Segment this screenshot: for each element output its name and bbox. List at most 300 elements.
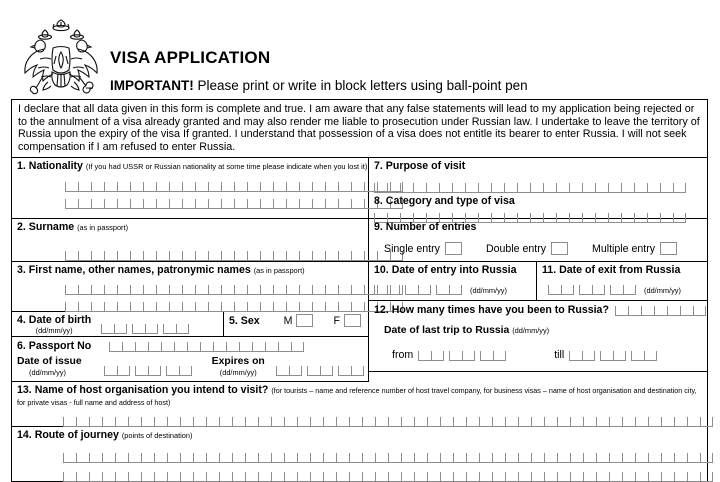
field-5-female-checkbox[interactable]	[344, 314, 361, 327]
field-4-date-input[interactable]	[101, 321, 189, 334]
comb-character-cell[interactable]	[351, 182, 364, 191]
comb-character-cell[interactable]	[582, 351, 595, 360]
comb-character-cell[interactable]	[635, 417, 648, 426]
comb-character-cell[interactable]	[388, 417, 401, 426]
comb-character-cell[interactable]	[338, 199, 351, 208]
comb-character-cell[interactable]	[440, 453, 453, 462]
field-1-input-line-2[interactable]	[17, 196, 364, 209]
comb-character-cell[interactable]	[63, 472, 76, 481]
comb-character-cell[interactable]	[232, 453, 245, 462]
comb-character-cell[interactable]	[284, 472, 297, 481]
comb-character-cell[interactable]	[439, 183, 452, 192]
comb-character-cell[interactable]	[104, 285, 117, 294]
field-11-date-input[interactable]	[548, 282, 636, 295]
comb-character-cell[interactable]	[278, 342, 291, 351]
field-6-passport-input[interactable]	[109, 339, 304, 352]
comb-character-cell[interactable]	[115, 417, 128, 426]
comb-character-cell[interactable]	[647, 183, 660, 192]
comb-character-cell[interactable]	[156, 251, 169, 260]
comb-character-cell[interactable]	[544, 417, 557, 426]
comb-character-cell[interactable]	[648, 417, 661, 426]
comb-character-cell[interactable]	[130, 285, 143, 294]
comb-character-cell[interactable]	[89, 472, 102, 481]
comb-character-cell[interactable]	[557, 453, 570, 462]
comb-character-cell[interactable]	[479, 417, 492, 426]
comb-character-cell[interactable]	[78, 251, 91, 260]
comb-character-cell[interactable]	[431, 351, 444, 360]
comb-character-cell[interactable]	[221, 251, 234, 260]
comb-character-cell[interactable]	[299, 199, 312, 208]
comb-character-cell[interactable]	[132, 324, 145, 333]
comb-character-cell[interactable]	[286, 285, 299, 294]
comb-character-cell[interactable]	[284, 417, 297, 426]
comb-character-cell[interactable]	[480, 351, 493, 360]
comb-character-cell[interactable]	[180, 472, 193, 481]
comb-character-cell[interactable]	[338, 366, 351, 375]
comb-character-cell[interactable]	[65, 199, 78, 208]
comb-character-cell[interactable]	[436, 285, 449, 294]
comb-character-cell[interactable]	[479, 472, 492, 481]
field-12-from-date-input[interactable]	[418, 348, 506, 361]
comb-character-cell[interactable]	[245, 417, 258, 426]
comb-character-cell[interactable]	[323, 417, 336, 426]
comb-character-cell[interactable]	[364, 285, 377, 294]
comb-character-cell[interactable]	[667, 306, 680, 315]
field-3-input-line-2[interactable]	[17, 299, 364, 312]
comb-character-cell[interactable]	[232, 472, 245, 481]
comb-character-cell[interactable]	[569, 183, 582, 192]
comb-character-cell[interactable]	[102, 472, 115, 481]
comb-character-cell[interactable]	[687, 472, 700, 481]
comb-character-cell[interactable]	[154, 453, 167, 462]
comb-character-cell[interactable]	[182, 251, 195, 260]
comb-character-cell[interactable]	[208, 302, 221, 311]
comb-character-cell[interactable]	[193, 472, 206, 481]
comb-character-cell[interactable]	[325, 302, 338, 311]
comb-character-cell[interactable]	[427, 417, 440, 426]
comb-character-cell[interactable]	[349, 453, 362, 462]
comb-character-cell[interactable]	[65, 251, 78, 260]
comb-character-cell[interactable]	[260, 285, 273, 294]
comb-character-cell[interactable]	[623, 285, 636, 294]
comb-character-cell[interactable]	[418, 351, 431, 360]
comb-character-cell[interactable]	[648, 453, 661, 462]
comb-character-cell[interactable]	[661, 417, 674, 426]
field-14-input-line-2[interactable]	[17, 469, 703, 482]
comb-character-cell[interactable]	[234, 302, 247, 311]
comb-character-cell[interactable]	[622, 472, 635, 481]
comb-character-cell[interactable]	[405, 285, 418, 294]
comb-character-cell[interactable]	[128, 472, 141, 481]
comb-character-cell[interactable]	[102, 417, 115, 426]
comb-character-cell[interactable]	[362, 417, 375, 426]
comb-character-cell[interactable]	[273, 302, 286, 311]
comb-character-cell[interactable]	[213, 342, 226, 351]
comb-character-cell[interactable]	[195, 285, 208, 294]
comb-character-cell[interactable]	[414, 417, 427, 426]
comb-character-cell[interactable]	[466, 417, 479, 426]
comb-character-cell[interactable]	[117, 199, 130, 208]
comb-character-cell[interactable]	[273, 199, 286, 208]
comb-character-cell[interactable]	[609, 472, 622, 481]
comb-character-cell[interactable]	[390, 285, 403, 294]
comb-character-cell[interactable]	[130, 182, 143, 191]
comb-character-cell[interactable]	[195, 251, 208, 260]
comb-character-cell[interactable]	[596, 417, 609, 426]
comb-character-cell[interactable]	[401, 472, 414, 481]
comb-character-cell[interactable]	[122, 342, 135, 351]
field-3-input-line-1[interactable]	[17, 282, 364, 295]
comb-character-cell[interactable]	[505, 417, 518, 426]
comb-character-cell[interactable]	[265, 342, 278, 351]
comb-character-cell[interactable]	[312, 182, 325, 191]
comb-character-cell[interactable]	[117, 251, 130, 260]
comb-character-cell[interactable]	[78, 285, 91, 294]
comb-character-cell[interactable]	[169, 182, 182, 191]
comb-character-cell[interactable]	[320, 366, 333, 375]
comb-character-cell[interactable]	[622, 417, 635, 426]
comb-character-cell[interactable]	[673, 183, 686, 192]
comb-character-cell[interactable]	[600, 351, 613, 360]
comb-character-cell[interactable]	[661, 472, 674, 481]
comb-character-cell[interactable]	[234, 285, 247, 294]
comb-character-cell[interactable]	[206, 417, 219, 426]
comb-character-cell[interactable]	[143, 251, 156, 260]
comb-character-cell[interactable]	[325, 182, 338, 191]
comb-character-cell[interactable]	[609, 453, 622, 462]
comb-character-cell[interactable]	[579, 285, 592, 294]
comb-character-cell[interactable]	[453, 417, 466, 426]
comb-character-cell[interactable]	[570, 472, 583, 481]
comb-character-cell[interactable]	[141, 472, 154, 481]
comb-character-cell[interactable]	[505, 453, 518, 462]
field-12-till-date-input[interactable]	[569, 348, 657, 361]
comb-character-cell[interactable]	[65, 302, 78, 311]
comb-character-cell[interactable]	[148, 366, 161, 375]
comb-character-cell[interactable]	[374, 183, 387, 192]
comb-character-cell[interactable]	[674, 472, 687, 481]
comb-character-cell[interactable]	[143, 182, 156, 191]
field-12-count-input[interactable]	[615, 303, 706, 316]
comb-character-cell[interactable]	[338, 182, 351, 191]
comb-character-cell[interactable]	[117, 366, 130, 375]
comb-character-cell[interactable]	[156, 285, 169, 294]
comb-character-cell[interactable]	[239, 342, 252, 351]
comb-character-cell[interactable]	[400, 183, 413, 192]
comb-character-cell[interactable]	[273, 182, 286, 191]
comb-character-cell[interactable]	[336, 453, 349, 462]
comb-character-cell[interactable]	[583, 453, 596, 462]
comb-character-cell[interactable]	[286, 199, 299, 208]
comb-character-cell[interactable]	[492, 453, 505, 462]
comb-character-cell[interactable]	[325, 199, 338, 208]
field-14-input-line-1[interactable]	[17, 450, 703, 463]
comb-character-cell[interactable]	[286, 182, 299, 191]
comb-character-cell[interactable]	[193, 417, 206, 426]
comb-character-cell[interactable]	[362, 472, 375, 481]
comb-character-cell[interactable]	[440, 417, 453, 426]
comb-character-cell[interactable]	[644, 351, 657, 360]
comb-character-cell[interactable]	[221, 182, 234, 191]
comb-character-cell[interactable]	[557, 417, 570, 426]
comb-character-cell[interactable]	[609, 417, 622, 426]
comb-character-cell[interactable]	[561, 285, 574, 294]
comb-character-cell[interactable]	[91, 285, 104, 294]
comb-character-cell[interactable]	[660, 183, 673, 192]
comb-character-cell[interactable]	[117, 285, 130, 294]
comb-character-cell[interactable]	[595, 183, 608, 192]
comb-character-cell[interactable]	[143, 302, 156, 311]
comb-character-cell[interactable]	[582, 183, 595, 192]
comb-character-cell[interactable]	[492, 417, 505, 426]
comb-character-cell[interactable]	[687, 417, 700, 426]
comb-character-cell[interactable]	[323, 472, 336, 481]
comb-character-cell[interactable]	[462, 351, 475, 360]
comb-character-cell[interactable]	[156, 302, 169, 311]
comb-character-cell[interactable]	[556, 183, 569, 192]
comb-character-cell[interactable]	[245, 472, 258, 481]
comb-character-cell[interactable]	[635, 472, 648, 481]
comb-character-cell[interactable]	[63, 453, 76, 462]
comb-character-cell[interactable]	[247, 302, 260, 311]
comb-character-cell[interactable]	[569, 351, 582, 360]
comb-character-cell[interactable]	[351, 199, 364, 208]
comb-character-cell[interactable]	[128, 453, 141, 462]
comb-character-cell[interactable]	[531, 472, 544, 481]
comb-character-cell[interactable]	[610, 285, 623, 294]
comb-character-cell[interactable]	[104, 199, 117, 208]
comb-character-cell[interactable]	[531, 453, 544, 462]
comb-character-cell[interactable]	[297, 472, 310, 481]
comb-character-cell[interactable]	[299, 285, 312, 294]
comb-character-cell[interactable]	[628, 306, 641, 315]
comb-character-cell[interactable]	[154, 417, 167, 426]
comb-character-cell[interactable]	[299, 251, 312, 260]
comb-character-cell[interactable]	[219, 472, 232, 481]
comb-character-cell[interactable]	[338, 251, 351, 260]
comb-character-cell[interactable]	[219, 417, 232, 426]
comb-character-cell[interactable]	[78, 199, 91, 208]
field-2-input-line[interactable]	[17, 248, 364, 261]
comb-character-cell[interactable]	[221, 302, 234, 311]
comb-character-cell[interactable]	[291, 342, 304, 351]
comb-character-cell[interactable]	[234, 182, 247, 191]
comb-character-cell[interactable]	[271, 453, 284, 462]
comb-character-cell[interactable]	[687, 453, 700, 462]
comb-character-cell[interactable]	[273, 285, 286, 294]
comb-character-cell[interactable]	[648, 472, 661, 481]
comb-character-cell[interactable]	[65, 182, 78, 191]
comb-character-cell[interactable]	[104, 302, 117, 311]
comb-character-cell[interactable]	[169, 199, 182, 208]
comb-character-cell[interactable]	[208, 285, 221, 294]
field-9-option-double-checkbox[interactable]	[551, 242, 568, 255]
comb-character-cell[interactable]	[130, 199, 143, 208]
comb-character-cell[interactable]	[518, 417, 531, 426]
comb-character-cell[interactable]	[200, 342, 213, 351]
comb-character-cell[interactable]	[418, 285, 431, 294]
comb-character-cell[interactable]	[258, 453, 271, 462]
comb-character-cell[interactable]	[427, 472, 440, 481]
comb-character-cell[interactable]	[182, 302, 195, 311]
comb-character-cell[interactable]	[115, 472, 128, 481]
comb-character-cell[interactable]	[517, 183, 530, 192]
comb-character-cell[interactable]	[325, 285, 338, 294]
comb-character-cell[interactable]	[206, 453, 219, 462]
comb-character-cell[interactable]	[145, 324, 158, 333]
comb-character-cell[interactable]	[141, 417, 154, 426]
comb-character-cell[interactable]	[89, 453, 102, 462]
comb-character-cell[interactable]	[491, 183, 504, 192]
comb-character-cell[interactable]	[104, 366, 117, 375]
comb-character-cell[interactable]	[548, 285, 561, 294]
comb-character-cell[interactable]	[195, 302, 208, 311]
comb-character-cell[interactable]	[91, 199, 104, 208]
comb-character-cell[interactable]	[219, 453, 232, 462]
comb-character-cell[interactable]	[544, 453, 557, 462]
field-9-option-multiple-checkbox[interactable]	[660, 242, 677, 255]
comb-character-cell[interactable]	[466, 472, 479, 481]
comb-character-cell[interactable]	[336, 417, 349, 426]
comb-character-cell[interactable]	[312, 251, 325, 260]
comb-character-cell[interactable]	[154, 472, 167, 481]
comb-character-cell[interactable]	[297, 417, 310, 426]
comb-character-cell[interactable]	[245, 453, 258, 462]
comb-character-cell[interactable]	[163, 324, 176, 333]
comb-character-cell[interactable]	[608, 183, 621, 192]
comb-character-cell[interactable]	[128, 417, 141, 426]
comb-character-cell[interactable]	[375, 453, 388, 462]
comb-character-cell[interactable]	[91, 251, 104, 260]
comb-character-cell[interactable]	[351, 366, 364, 375]
comb-character-cell[interactable]	[413, 183, 426, 192]
comb-character-cell[interactable]	[195, 199, 208, 208]
comb-character-cell[interactable]	[478, 183, 491, 192]
comb-character-cell[interactable]	[252, 342, 265, 351]
comb-character-cell[interactable]	[109, 342, 122, 351]
comb-character-cell[interactable]	[388, 472, 401, 481]
comb-character-cell[interactable]	[634, 183, 647, 192]
comb-character-cell[interactable]	[208, 199, 221, 208]
comb-character-cell[interactable]	[297, 453, 310, 462]
comb-character-cell[interactable]	[544, 472, 557, 481]
comb-character-cell[interactable]	[531, 417, 544, 426]
comb-character-cell[interactable]	[479, 453, 492, 462]
comb-character-cell[interactable]	[312, 302, 325, 311]
comb-character-cell[interactable]	[641, 306, 654, 315]
comb-character-cell[interactable]	[135, 366, 148, 375]
comb-character-cell[interactable]	[167, 417, 180, 426]
comb-character-cell[interactable]	[76, 417, 89, 426]
comb-character-cell[interactable]	[700, 453, 713, 462]
comb-character-cell[interactable]	[286, 302, 299, 311]
comb-character-cell[interactable]	[543, 183, 556, 192]
comb-character-cell[interactable]	[336, 472, 349, 481]
comb-character-cell[interactable]	[102, 453, 115, 462]
comb-character-cell[interactable]	[167, 453, 180, 462]
comb-character-cell[interactable]	[195, 182, 208, 191]
comb-character-cell[interactable]	[258, 417, 271, 426]
comb-character-cell[interactable]	[307, 366, 320, 375]
comb-character-cell[interactable]	[440, 472, 453, 481]
comb-character-cell[interactable]	[176, 324, 189, 333]
comb-character-cell[interactable]	[182, 285, 195, 294]
comb-character-cell[interactable]	[661, 453, 674, 462]
comb-character-cell[interactable]	[351, 285, 364, 294]
comb-character-cell[interactable]	[258, 472, 271, 481]
comb-character-cell[interactable]	[349, 472, 362, 481]
field-5-male-checkbox[interactable]	[296, 314, 313, 327]
comb-character-cell[interactable]	[449, 351, 462, 360]
comb-character-cell[interactable]	[310, 417, 323, 426]
comb-character-cell[interactable]	[505, 472, 518, 481]
comb-character-cell[interactable]	[234, 251, 247, 260]
comb-character-cell[interactable]	[323, 453, 336, 462]
comb-character-cell[interactable]	[338, 285, 351, 294]
comb-character-cell[interactable]	[247, 182, 260, 191]
comb-character-cell[interactable]	[596, 453, 609, 462]
comb-character-cell[interactable]	[78, 182, 91, 191]
comb-character-cell[interactable]	[221, 199, 234, 208]
comb-character-cell[interactable]	[104, 182, 117, 191]
comb-character-cell[interactable]	[76, 472, 89, 481]
comb-character-cell[interactable]	[631, 351, 644, 360]
comb-character-cell[interactable]	[260, 182, 273, 191]
comb-character-cell[interactable]	[167, 472, 180, 481]
comb-character-cell[interactable]	[414, 472, 427, 481]
comb-character-cell[interactable]	[466, 453, 479, 462]
comb-character-cell[interactable]	[208, 251, 221, 260]
comb-character-cell[interactable]	[187, 342, 200, 351]
comb-character-cell[interactable]	[557, 472, 570, 481]
comb-character-cell[interactable]	[700, 417, 713, 426]
comb-character-cell[interactable]	[377, 285, 390, 294]
comb-character-cell[interactable]	[615, 306, 628, 315]
comb-character-cell[interactable]	[247, 199, 260, 208]
comb-character-cell[interactable]	[362, 453, 375, 462]
comb-character-cell[interactable]	[414, 453, 427, 462]
field-9-option-single-checkbox[interactable]	[445, 242, 462, 255]
comb-character-cell[interactable]	[286, 251, 299, 260]
comb-character-cell[interactable]	[401, 453, 414, 462]
comb-character-cell[interactable]	[193, 453, 206, 462]
comb-character-cell[interactable]	[260, 199, 273, 208]
comb-character-cell[interactable]	[260, 251, 273, 260]
comb-character-cell[interactable]	[260, 302, 273, 311]
field-1-input-line-1[interactable]	[17, 179, 364, 192]
field-6-issue-date-input[interactable]	[104, 363, 192, 376]
comb-character-cell[interactable]	[161, 342, 174, 351]
comb-character-cell[interactable]	[182, 199, 195, 208]
comb-character-cell[interactable]	[232, 417, 245, 426]
comb-character-cell[interactable]	[492, 472, 505, 481]
comb-character-cell[interactable]	[169, 302, 182, 311]
comb-character-cell[interactable]	[465, 183, 478, 192]
comb-character-cell[interactable]	[273, 251, 286, 260]
comb-character-cell[interactable]	[89, 417, 102, 426]
comb-character-cell[interactable]	[310, 472, 323, 481]
comb-character-cell[interactable]	[674, 453, 687, 462]
comb-character-cell[interactable]	[130, 251, 143, 260]
comb-character-cell[interactable]	[427, 453, 440, 462]
comb-character-cell[interactable]	[351, 251, 364, 260]
comb-character-cell[interactable]	[208, 182, 221, 191]
comb-character-cell[interactable]	[680, 306, 693, 315]
comb-character-cell[interactable]	[312, 285, 325, 294]
comb-character-cell[interactable]	[674, 417, 687, 426]
comb-character-cell[interactable]	[635, 453, 648, 462]
comb-character-cell[interactable]	[284, 453, 297, 462]
